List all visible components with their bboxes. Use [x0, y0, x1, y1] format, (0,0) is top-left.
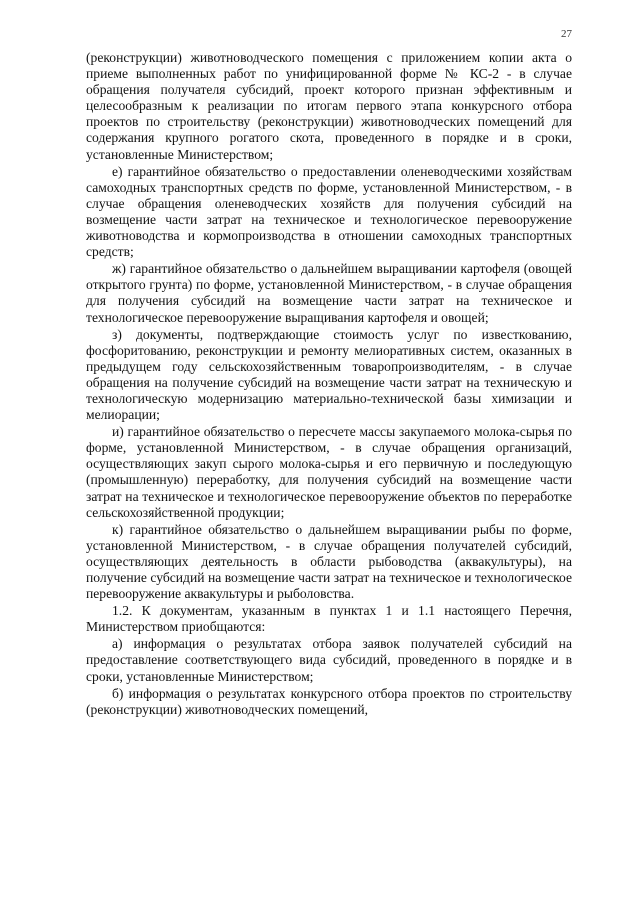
paragraph-section-1-2: 1.2. К документам, указанным в пунктах 1 и 1.1 настоящего Перечня, Министерством приобщаются: [86, 603, 572, 635]
document-body [86, 50, 572, 718]
paragraph-item-zh: ж) гарантийное обязательство о дальнейшем выращивании картофеля (овощей открытого грунта) по форме, установленной Министерством, - в случае обращения для получения субсидий на возмещение части затрат на техническое и технологическое перевооружение выращивания картофеля и овощей; [86, 261, 572, 325]
page-number: 27 [561, 28, 572, 40]
paragraph-item-b: б) информация о результатах конкурсного отбора проектов по строительству (реконструкции) животноводческих помещений, [86, 685, 572, 717]
paragraph-item-e: е) гарантийное обязательство о предоставлении оленеводческими хозяйствам самоходных транспортных средств по форме, установленной Министерством, - в случае обращения оленеводческих хозяйств для получения субсидий на возмещение части затрат на техническое и технологическое перевооружение животноводства и кормопроизводства в отношении самоходных транспортных средств; [86, 163, 572, 260]
paragraph-item-i: и) гарантийное обязательство о пересчете массы закупаемого молока-сырья по форме, установленной Министерством, - в случае обращения организаций, осуществляющих закуп сырого молока-сырья и его первичную и последующую (промышленную) переработку, для получения субсидий на возмещение части затрат на техническое и технологическое перевооружение объектов по переработке сельскохозяйственной продукции; [86, 424, 572, 520]
paragraph-item-k: к) гарантийное обязательство о дальнейшем выращивании рыбы по форме, установленной Министерством, - в случае обращения получателей субсидий, осуществляющих деятельность в области рыбоводства (аквакультуры), на получение субсидий на возмещение части затрат на техническое и технологическое перевооружение аквакультуры и рыболовства. [86, 521, 572, 602]
paragraph-item-a: а) информация о результатах отбора заявок получателей субсидий на предоставление соответствующего вида субсидий, проведенного в порядке и в сроки, установленные Министерством; [86, 636, 572, 684]
paragraph-item-z: з) документы, подтверждающие стоимость услуг по известкованию, фосфоритованию, реконструкции и ремонту мелиоративных систем, оказанных в предыдущем году сельскохозяйственным товаропроизводителям, - в случае обращения на получение субсидий на возмещение части затрат на техническую и технологическую модернизацию материально-технической базы химизации и мелиорации; [86, 326, 572, 423]
paragraph-continuation: (реконструкции) животноводческого помещения с приложением копии акта о приеме выполненных работ по унифицированной форме № КС-2 - в случае обращения получателя субсидий, проект которого признан эффективным и целесообразным к реализации по итогам первого этапа конкурсного отбора проектов по строительству (реконструкции) животноводческих помещений для содержания крупного рогатого скота, проведенного в порядке и в сроки, установленные Министерством; [86, 50, 572, 162]
